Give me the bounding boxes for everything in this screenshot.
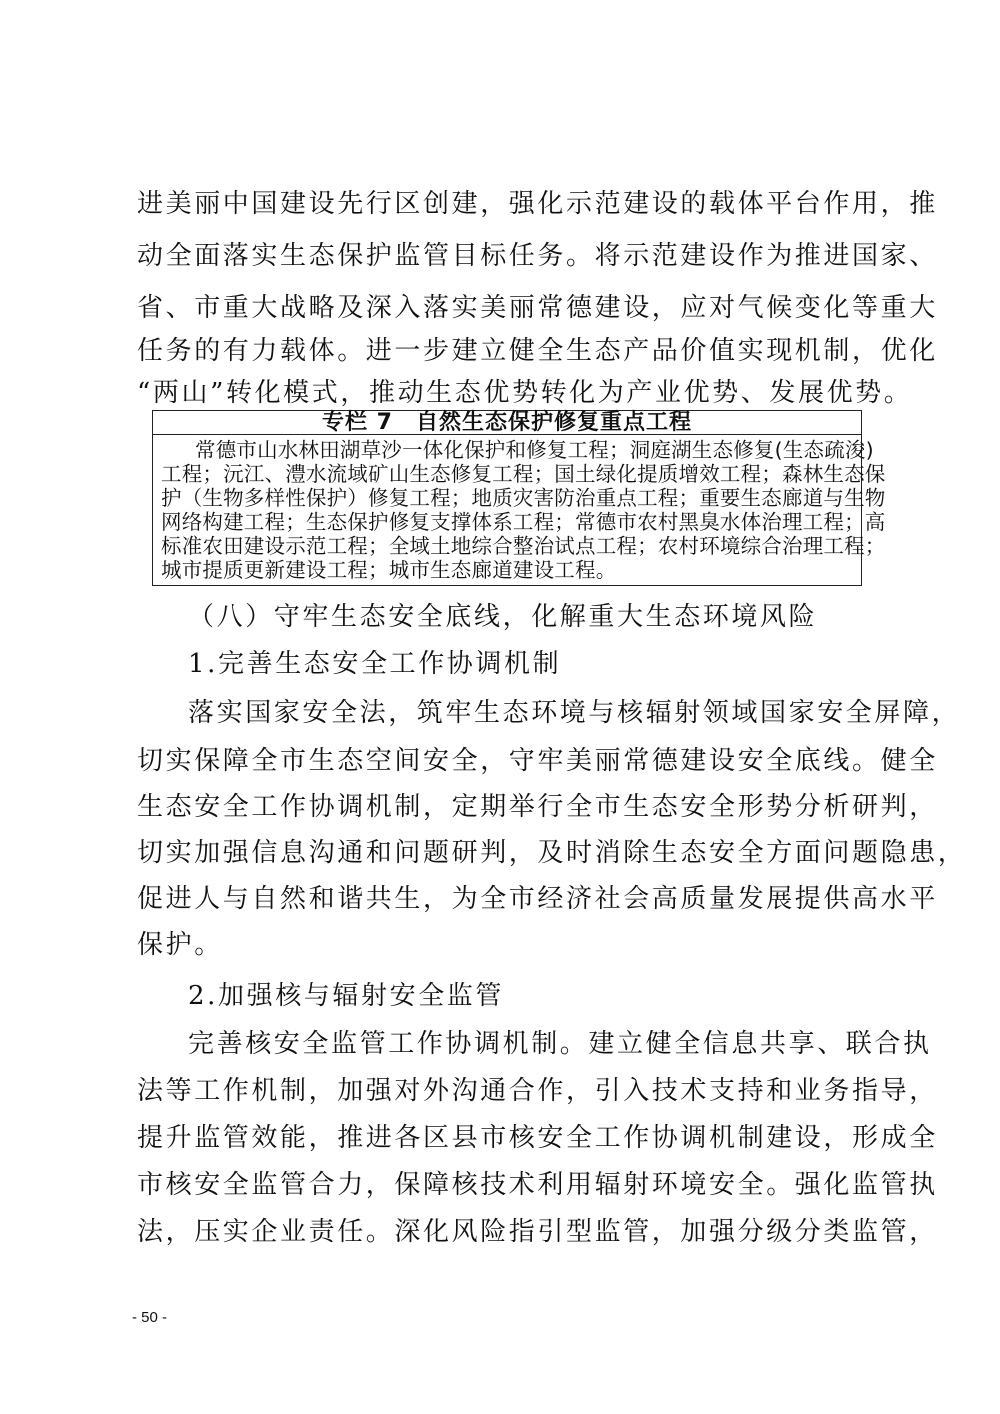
paragraph-line: 进美丽中国建设先行区创建，强化示范建设的载体平台作用，推: [137, 189, 938, 219]
paragraph-line: 生态安全工作协调机制，定期举行全市生态安全形势分析研判，: [137, 792, 938, 822]
paragraph-line: 市核安全监管合力，保障核技术利用辐射环境安全。强化监管执: [137, 1170, 938, 1200]
paragraph-line: 任务的有力载体。进一步建立健全生态产品价值实现机制，优化: [137, 336, 938, 366]
paragraph-line: 提升监管效能，推进各区县市核安全工作协调机制建设，形成全: [137, 1123, 938, 1153]
feature-box-line: 网络构建工程；生态保护修复支撑体系工程；常德市农村黑臭水体治理工程；高: [161, 510, 886, 534]
paragraph-line: 促进人与自然和谐共生，为全市经济社会高质量发展提供高水平: [137, 884, 938, 914]
subsection-heading: 1.完善生态安全工作协调机制: [188, 649, 562, 679]
paragraph-line: 动全面落实生态保护监管目标任务。将示范建设作为推进国家、: [137, 241, 938, 271]
feature-box-line: 标准农田建设示范工程；全域土地综合整治试点工程；农村环境综合治理工程；: [161, 534, 886, 558]
paragraph-line: 切实加强信息沟通和问题研判，及时消除生态安全方面问题隐患，: [137, 838, 967, 868]
paragraph-line: 法，压实企业责任。深化风险指引型监管，加强分级分类监管，: [137, 1217, 938, 1247]
feature-box: [152, 410, 886, 586]
page-number: - 50 -: [132, 1309, 168, 1326]
feature-box-title: 专栏 7 自然生态保护修复重点工程: [153, 411, 861, 435]
paragraph-line: “两山”转化模式，推动生态优势转化为产业优势、发展优势。: [137, 378, 913, 408]
feature-box-line: 常德市山水林田湖草沙一体化保护和修复工程；洞庭湖生态修复(生态疏浚): [195, 438, 874, 462]
paragraph-line: 落实国家安全法，筑牢生态环境与核辐射领域国家安全屏障，: [188, 698, 961, 728]
paragraph-line: 法等工作机制，加强对外沟通合作，引入技术支持和业务指导，: [137, 1076, 938, 1106]
feature-box-line: 工程；沅江、澧水流域矿山生态修复工程；国土绿化提质增效工程；森林生态保: [161, 462, 886, 486]
paragraph-line: 完善核安全监管工作协调机制。建立健全信息共享、联合执: [188, 1029, 932, 1059]
feature-box-line: 城市提质更新建设工程；城市生态廊道建设工程。: [161, 558, 617, 582]
paragraph-line: 省、市重大战略及深入落实美丽常德建设，应对气候变化等重大: [137, 293, 938, 323]
paragraph-line: 切实保障全市生态空间安全，守牢美丽常德建设安全底线。健全: [137, 746, 938, 776]
feature-box-line: 护（生物多样性保护）修复工程；地质灾害防治重点工程；重要生态廊道与生物: [161, 486, 886, 510]
section-heading: （八）守牢生态安全底线，化解重大生态环境风险: [188, 602, 818, 632]
subsection-heading: 2.加强核与辐射安全监管: [188, 981, 505, 1011]
paragraph-line: 保护。: [137, 930, 223, 960]
